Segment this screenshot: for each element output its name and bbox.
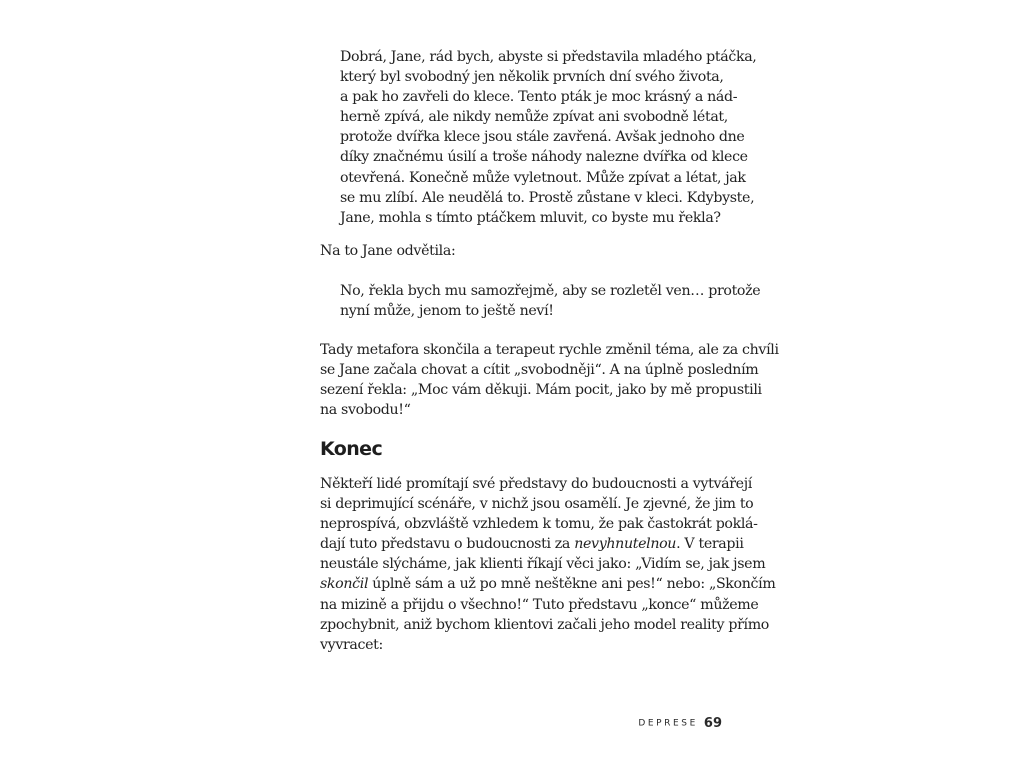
text-line: nyní může, jenom to ještě neví! xyxy=(340,303,554,320)
text-line: zpochybnit, aniž bychom klientovi začali jeho model reality přímo xyxy=(320,616,769,633)
text-line: No, řekla bych mu samozřejmě, aby se rozletěl ven… protože xyxy=(340,283,761,299)
text-line: protože dvířka klece jsou stále zavřená. Avšak jednoho dne xyxy=(340,129,745,146)
text-line: neustále slýcháme, jak klienti říkají věci jako: „Vidím se, jak jsem xyxy=(320,556,766,573)
text-line: otevřená. Konečně může vyletnout. Může zpívat a létat, jak xyxy=(340,169,746,186)
quote-jane-answer xyxy=(340,281,761,321)
text-line: se Jane začala chovat a cítit „svobodněji“. A na úplně posledním xyxy=(320,362,759,379)
text-line: na svobodu!“ xyxy=(320,402,411,419)
paragraph-jane-replied xyxy=(320,241,723,261)
text-line: a pak ho zavřeli do klece. Tento pták je moc krásný a nád- xyxy=(340,89,738,106)
text-segment: . V terapii xyxy=(676,536,744,553)
text-line: sezení řekla: „Moc vám děkuji. Mám pocit, jako by mě propustili xyxy=(320,382,762,399)
text-line: vyvracet: xyxy=(320,636,383,653)
page-number: 69 xyxy=(703,716,722,731)
text-line: si deprimující scénáře, v nichž jsou osamělí. Je zjevné, že jim to xyxy=(320,496,754,513)
text-line: se mu zlíbí. Ale neudělá to. Prostě zůstane v kleci. Kdybyste, xyxy=(340,189,755,206)
text-line: díky značnému úsilí a troše náhody nalezne dvířka od klece xyxy=(340,149,748,166)
text-segment: úplně sám a už po mně neštěkne ani pes!“ nebo: „Skončím xyxy=(368,576,776,593)
text-line: který byl svobodný jen několik prvních dní svého života, xyxy=(340,69,724,86)
paragraph-metaphor-ended xyxy=(320,340,779,420)
text-line xyxy=(320,574,776,594)
emphasis-text: nevyhnutelnou xyxy=(574,536,677,553)
text-line: Dobrá, Jane, rád bych, abyste si představila mladého ptáčka, xyxy=(340,49,757,65)
running-section-title: DEPRESE xyxy=(638,718,698,729)
paragraph-future-scenarios xyxy=(320,474,776,655)
text-line xyxy=(320,534,744,554)
quote-bird-metaphor xyxy=(340,47,757,228)
text-line: Někteří lidé promítají své představy do budoucnosti a vytvářejí xyxy=(320,476,752,492)
text-line: na mizině a přijdu o všechno!“ Tuto představu „konce“ můžeme xyxy=(320,596,759,613)
text-line: herně zpívá, ale nikdy nemůže zpívat ani svobodně létat, xyxy=(340,109,728,126)
page-footer xyxy=(600,713,722,732)
text-line: Na to Jane odvětila: xyxy=(320,243,456,259)
text-segment: dají tuto představu o budoucnosti za xyxy=(320,536,575,553)
text-line: Jane, mohla s tímto ptáčkem mluvit, co byste mu řekla? xyxy=(340,209,721,226)
emphasis-text: skončil xyxy=(320,576,369,593)
text-line: Tady metafora skončila a terapeut rychle změnil téma, ale za chvíli xyxy=(320,342,779,358)
text-line: neprospívá, obzvláště vzhledem k tomu, že pak častokrát poklá- xyxy=(320,516,758,533)
section-heading: Konec xyxy=(320,438,383,460)
